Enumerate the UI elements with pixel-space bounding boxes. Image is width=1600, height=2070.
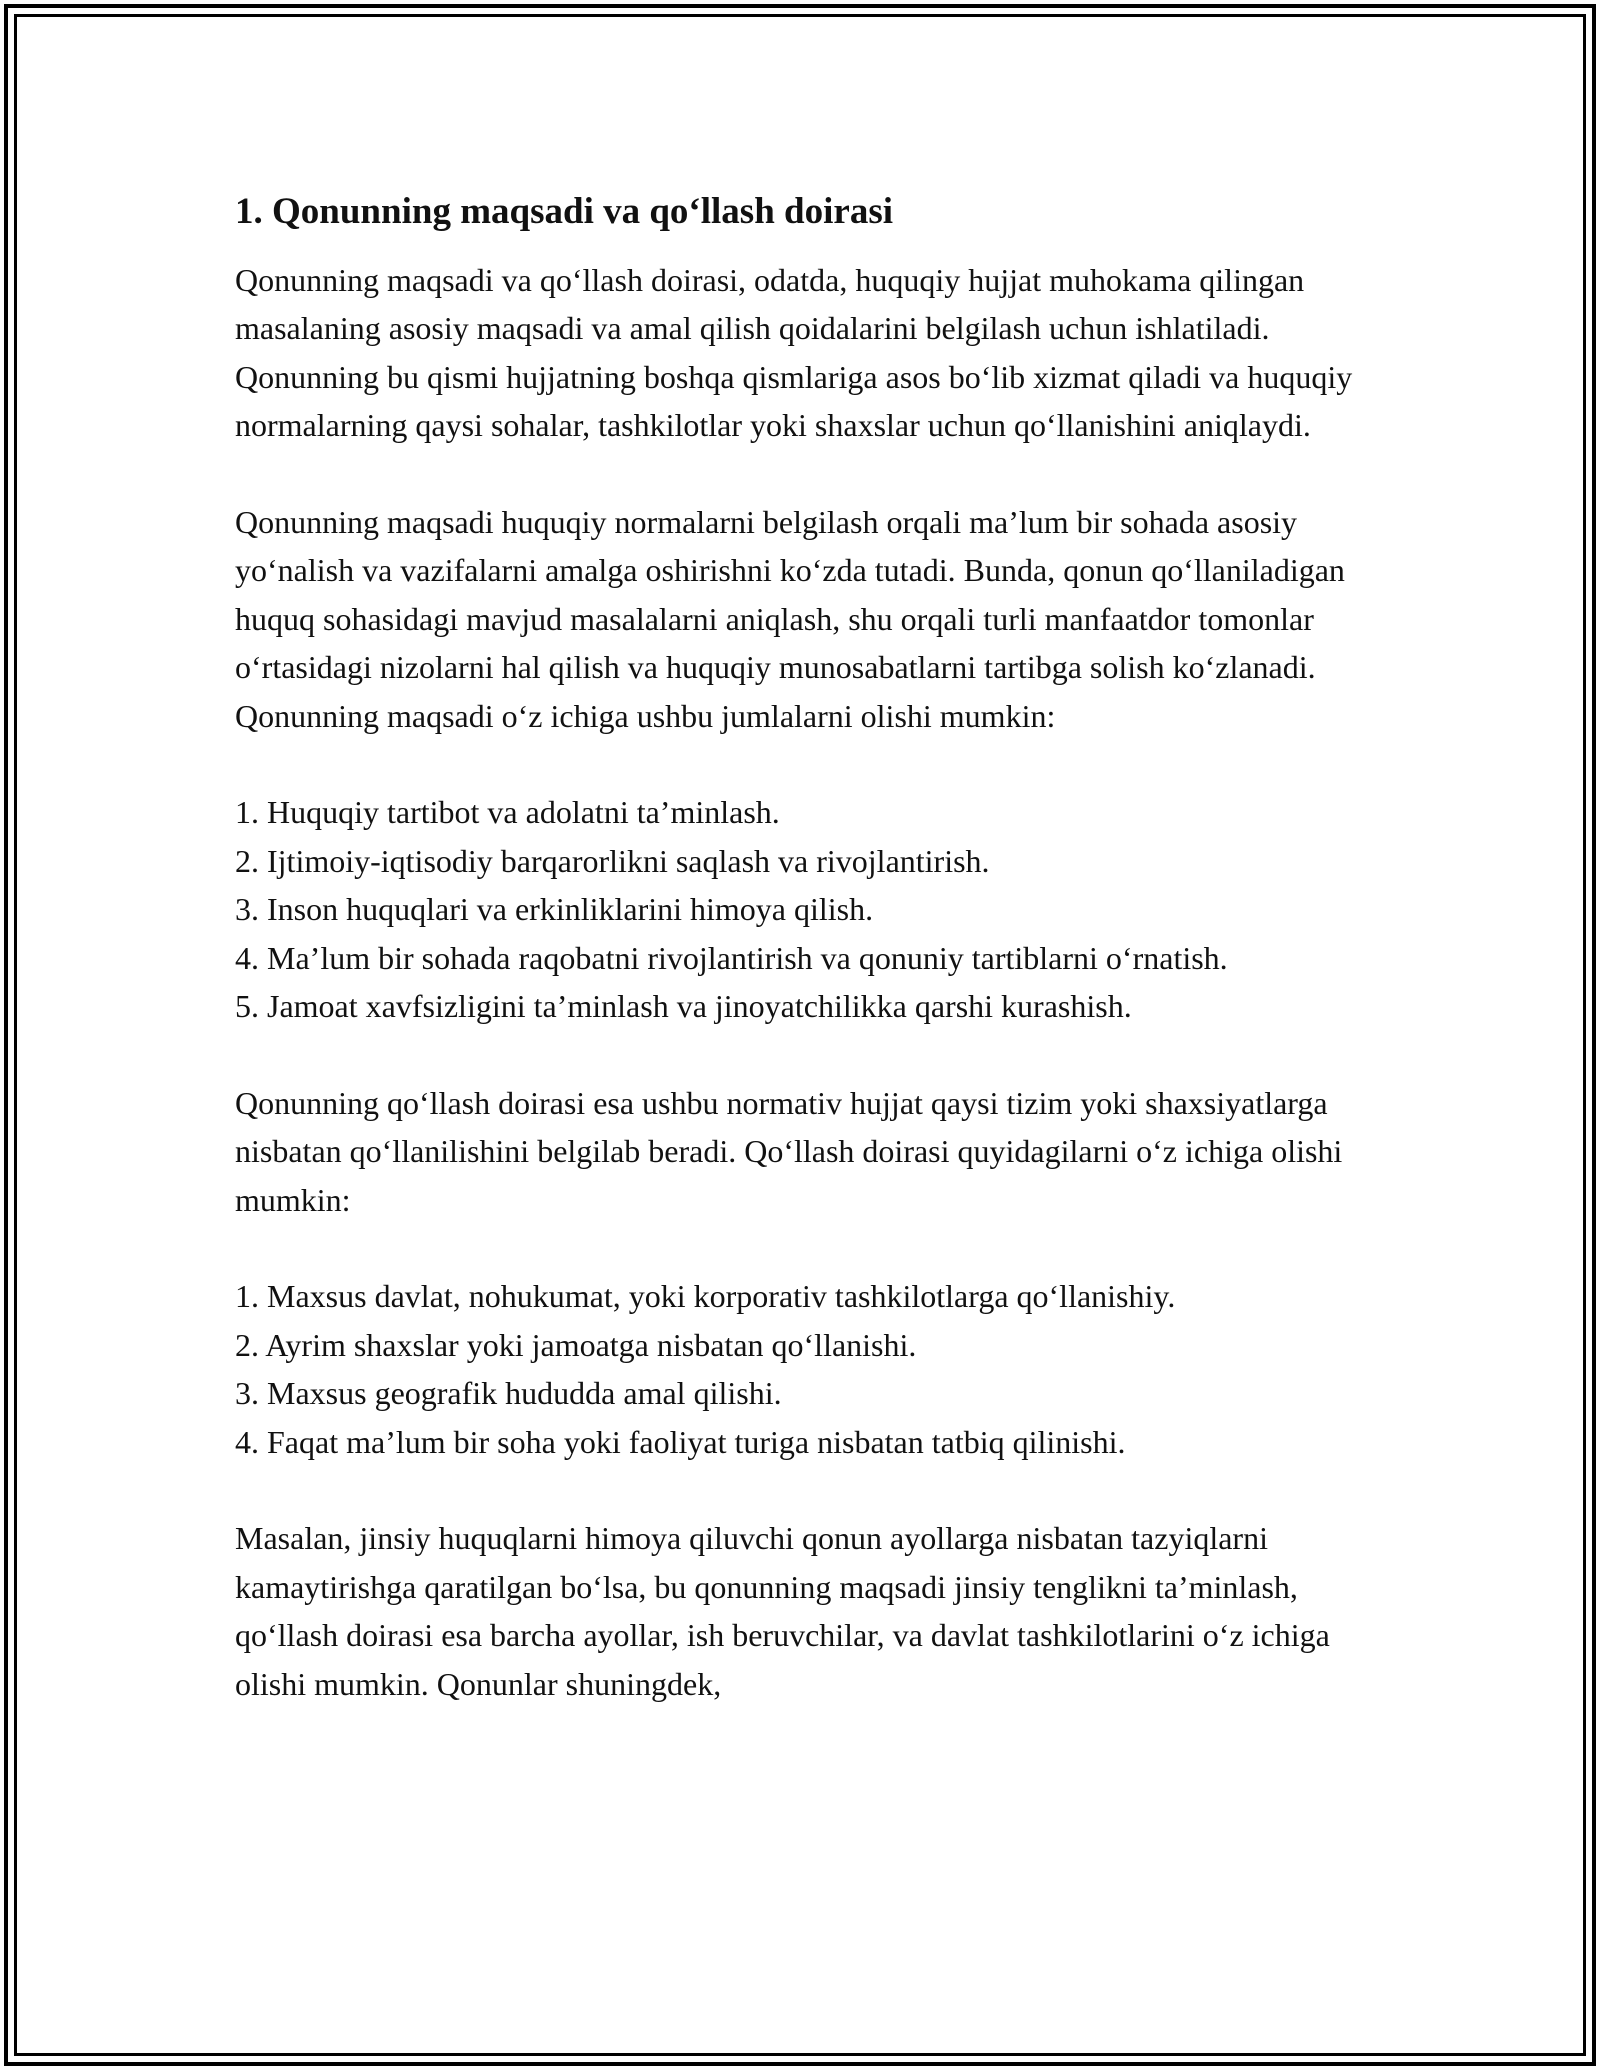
section-heading: 1. Qonunning maqsadi va qo‘llash doirasi — [235, 191, 893, 232]
document-body — [235, 188, 1375, 1757]
list-item: 1. Maxsus davlat, nohukumat, yoki korporativ tashkilotlarga qo‘llanishiy. — [235, 1278, 1176, 1315]
list-item: 3. Maxsus geografik hududda amal qilishi. — [235, 1375, 782, 1412]
purpose-list — [235, 788, 1375, 1030]
paragraph-scope: Qonunning qo‘llash doirasi esa ushbu normativ hujjat qaysi tizim yoki shaxsiyatlarga nisbatan qo‘llanilishini belgilab beradi. Qo‘llash doirasi quyidagilarni o‘z ichiga olishi mumkin: — [235, 1084, 1343, 1218]
paragraph-purpose: Qonunning maqsadi huquqiy normalarni belgilash orqali ma’lum bir sohada asosiy yo‘nalish va vazifalarni amalga oshirishni ko‘zda tutadi. Bunda, qonun qo‘llaniladigan huquq sohasidagi mavjud masalalarni aniqlash, shu orqali turli manfaatdor tomonlar o‘rtasidagi nizolarni hal qilish va huquqiy munosabatlarni tartibga solish ko‘zlanadi. Qonunning maqsadi o‘z ichiga ushbu jumlalarni olishi mumkin: — [235, 504, 1345, 734]
list-item: 4. Faqat ma’lum bir soha yoki faoliyat turiga nisbatan tatbiq qilinishi. — [235, 1423, 1126, 1460]
paragraph-example: Masalan, jinsiy huquqlarni himoya qiluvchi qonun ayollarga nisbatan tazyiqlarni kamaytirishga qaratilgan bo‘lsa, bu qonunning maqsadi jinsiy tenglikni ta’minlash, qo‘llash doirasi esa barcha ayollar, ish beruvchilar, va davlat tashkilotlarini o‘z ichiga olishi mumkin. Qonunlar shuningdek, — [235, 1520, 1330, 1702]
list-item: 5. Jamoat xavfsizligini ta’minlash va jinoyatchilikka qarshi kurashish. — [235, 988, 1132, 1025]
list-item: 2. Ayrim shaxslar yoki jamoatga nisbatan qo‘llanishi. — [235, 1326, 917, 1363]
scope-list — [235, 1272, 1375, 1466]
list-item: 3. Inson huquqlari va erkinliklarini himoya qilish. — [235, 891, 874, 928]
paragraph-intro: Qonunning maqsadi va qo‘llash doirasi, odatda, huquqiy hujjat muhokama qilingan masalaning asosiy maqsadi va amal qilish qoidalarini belgilash uchun ishlatiladi. Qonunning bu qismi hujjatning boshqa qismlariga asos bo‘lib xizmat qiladi va huquqiy normalarning qaysi sohalar, tashkilotlar yoki shaxslar uchun qo‘llanishini aniqlaydi. — [235, 262, 1353, 444]
list-item: 4. Ma’lum bir sohada raqobatni rivojlantirish va qonuniy tartiblarni o‘rnatish. — [235, 939, 1228, 976]
list-item: 1. Huquqiy tartibot va adolatni ta’minlash. — [235, 794, 780, 831]
list-item: 2. Ijtimoiy-iqtisodiy barqarorlikni saqlash va rivojlantirish. — [235, 842, 990, 879]
